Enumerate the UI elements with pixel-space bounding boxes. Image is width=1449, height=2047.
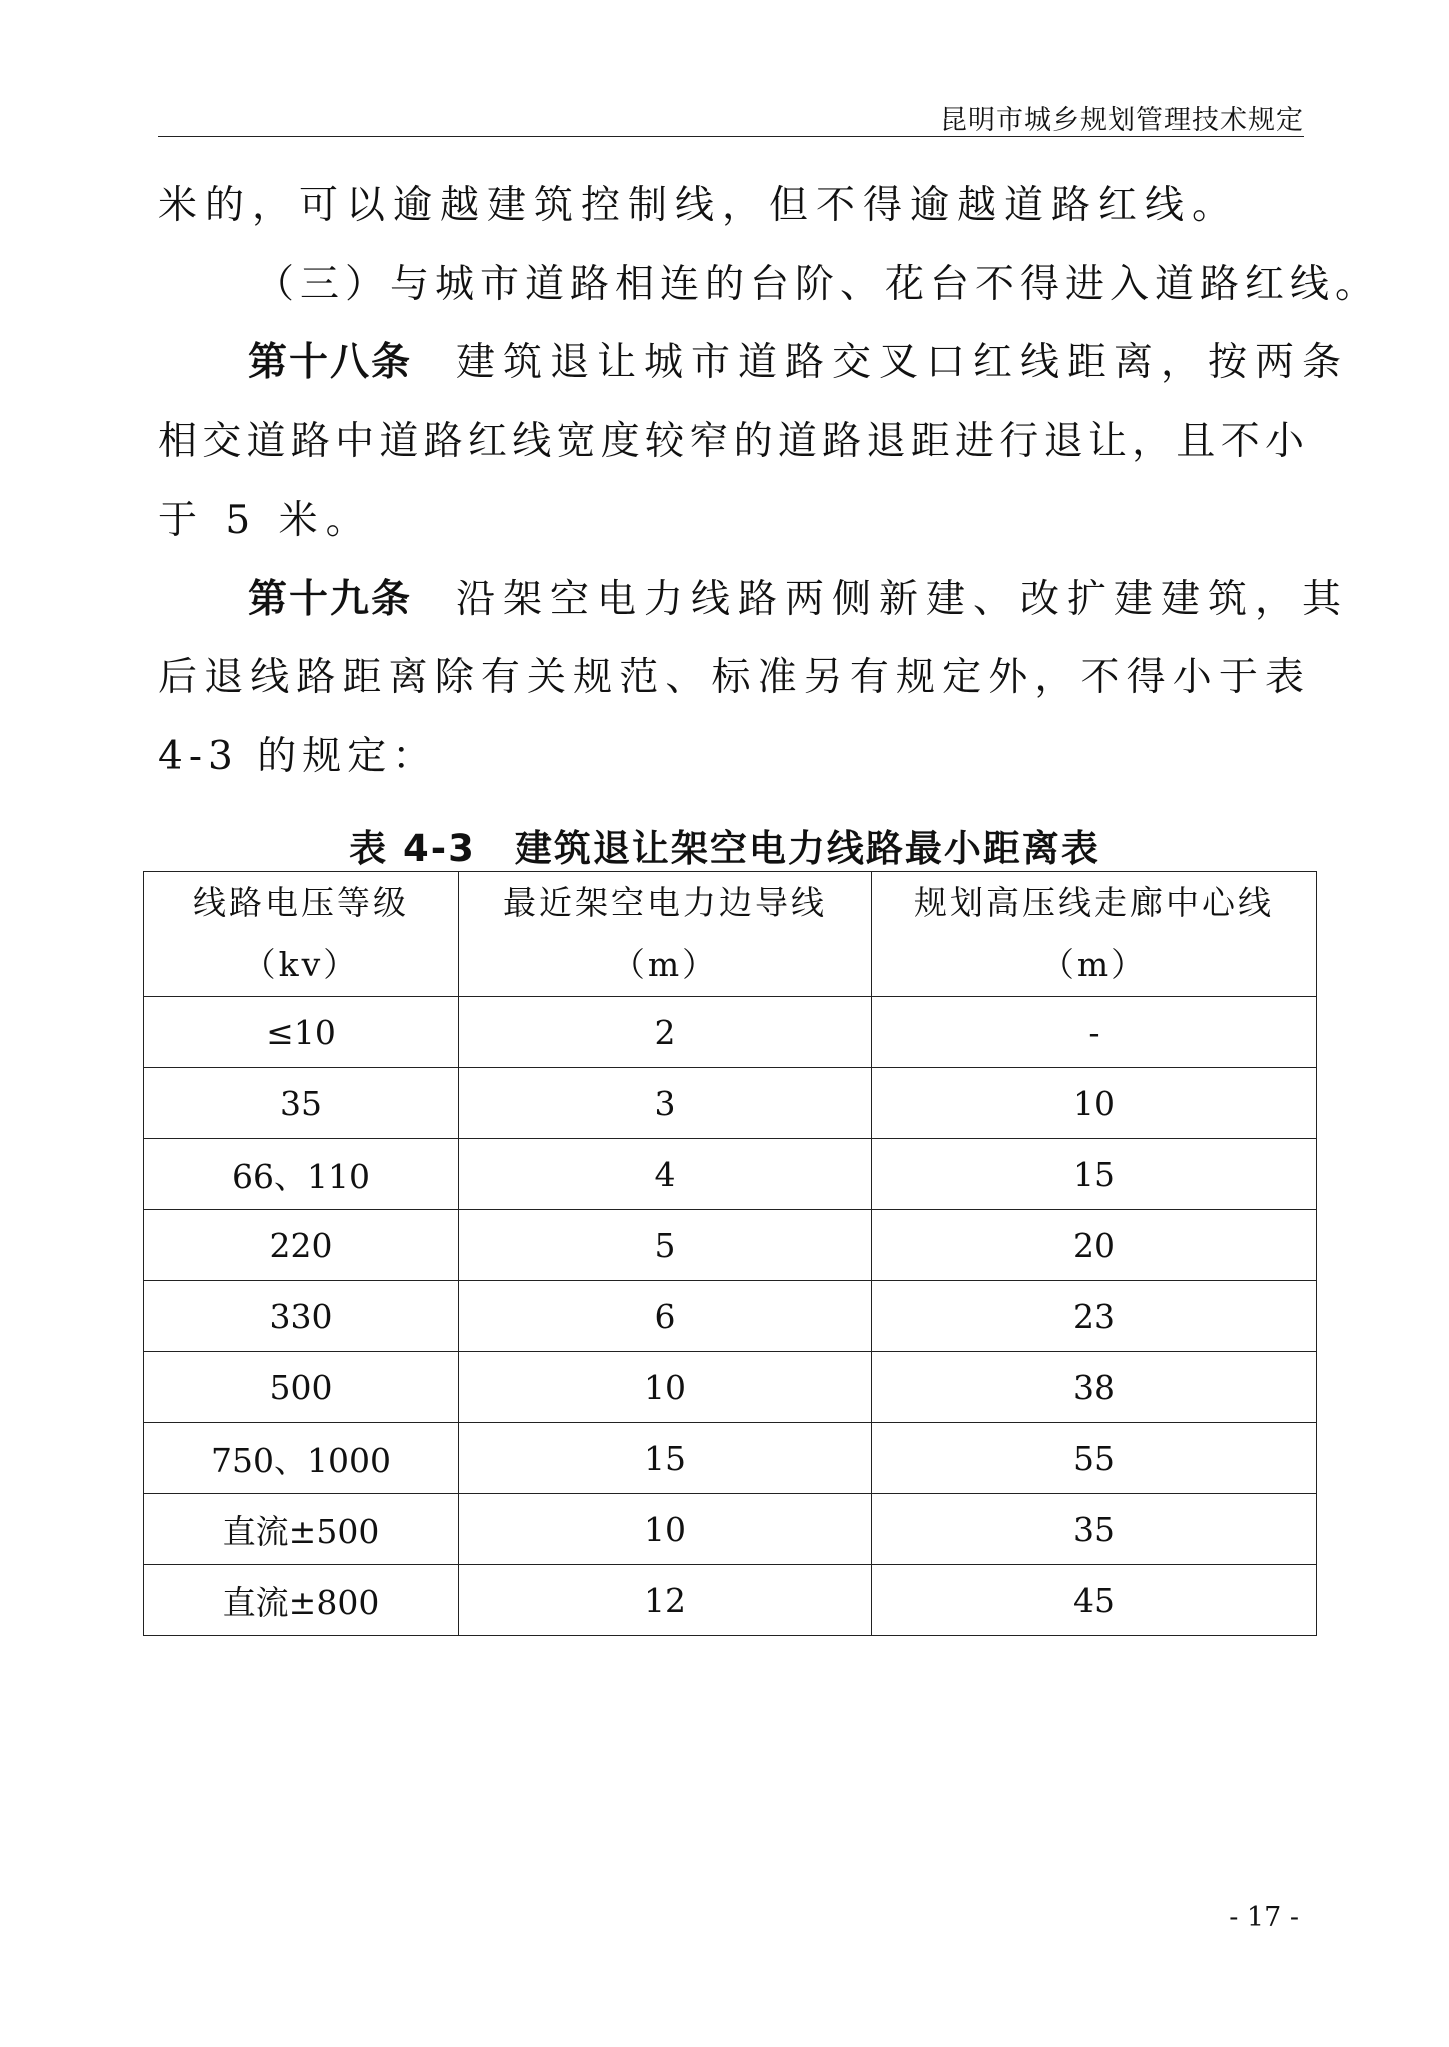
table-cell: 20	[872, 1210, 1317, 1281]
table-cell: 500	[144, 1352, 459, 1423]
article-19-label: 第十九条	[248, 577, 413, 622]
table-cell: 3	[459, 1068, 872, 1139]
article-18-line-3: 于 5 米。	[158, 498, 373, 543]
table-cell: 直流±800	[144, 1565, 459, 1636]
header-divider	[158, 136, 1304, 137]
table-cell: 750、1000	[144, 1423, 459, 1494]
article-19-line-3: 4-3 的规定：	[158, 734, 438, 779]
table-cell: ≤10	[144, 997, 459, 1068]
column-header-voltage	[144, 872, 459, 997]
article-18-text: 建筑退让城市道路交叉口红线距离，按两条	[456, 340, 1350, 385]
table-cell: 220	[144, 1210, 459, 1281]
article-19-line-2: 后退线路距离除有关规范、标准另有规定外，不得小于表	[158, 655, 1304, 700]
table-cell: 38	[872, 1352, 1317, 1423]
table-cell: 35	[872, 1494, 1317, 1565]
table-cell: 45	[872, 1565, 1317, 1636]
table-cell: 10	[459, 1494, 872, 1565]
table-row	[144, 1281, 1317, 1352]
article-19-text: 沿架空电力线路两侧新建、改扩建建筑，其	[456, 577, 1350, 622]
table-header-row	[144, 872, 1317, 997]
document-header-title: 昆明市城乡规划管理技术规定	[940, 105, 1304, 136]
table-row	[144, 1210, 1317, 1281]
table-cell: 55	[872, 1423, 1317, 1494]
article-19-first-line	[248, 577, 1350, 622]
table-cell: 15	[872, 1139, 1317, 1210]
column-header-label: 线路电压等级	[193, 883, 409, 922]
column-header-label: 规划高压线走廊中心线	[914, 883, 1274, 922]
column-header-edge-conductor	[459, 872, 872, 997]
column-header-label: 最近架空电力边导线	[503, 883, 827, 922]
table-row	[144, 1565, 1317, 1636]
table-cell: 330	[144, 1281, 459, 1352]
table-cell: 6	[459, 1281, 872, 1352]
table-cell: 66、110	[144, 1139, 459, 1210]
table-cell: 4	[459, 1139, 872, 1210]
table-row	[144, 1068, 1317, 1139]
table-row	[144, 1139, 1317, 1210]
table-row	[144, 1494, 1317, 1565]
table-row	[144, 997, 1317, 1068]
table-cell: 直流±500	[144, 1494, 459, 1565]
article-18-label: 第十八条	[248, 340, 413, 385]
table-title: 表 4-3 建筑退让架空电力线路最小距离表	[349, 827, 1100, 870]
column-header-corridor-centerline	[872, 872, 1317, 997]
table-row	[144, 1423, 1317, 1494]
power-line-distance-table	[143, 871, 1317, 1636]
table-cell: 10	[459, 1352, 872, 1423]
table-cell: 10	[872, 1068, 1317, 1139]
column-header-unit: （kv）	[242, 945, 360, 984]
paragraph-line: 米的，可以逾越建筑控制线，但不得逾越道路红线。	[158, 183, 1240, 228]
table-cell: -	[872, 997, 1317, 1068]
table-cell: 12	[459, 1565, 872, 1636]
article-18-line-2: 相交道路中道路红线宽度较窄的道路退距进行退让，且不小	[158, 419, 1304, 464]
article-18-first-line	[248, 340, 1350, 385]
table-cell: 2	[459, 997, 872, 1068]
page-number: - 17 -	[1229, 1902, 1299, 1933]
table-cell: 23	[872, 1281, 1317, 1352]
paragraph-clause-3: （三）与城市道路相连的台阶、花台不得进入道路红线。	[255, 262, 1381, 307]
table-row	[144, 1352, 1317, 1423]
table-cell: 35	[144, 1068, 459, 1139]
column-header-unit: （m）	[611, 945, 719, 984]
table-cell: 15	[459, 1423, 872, 1494]
table-cell: 5	[459, 1210, 872, 1281]
column-header-unit: （m）	[1040, 945, 1148, 984]
